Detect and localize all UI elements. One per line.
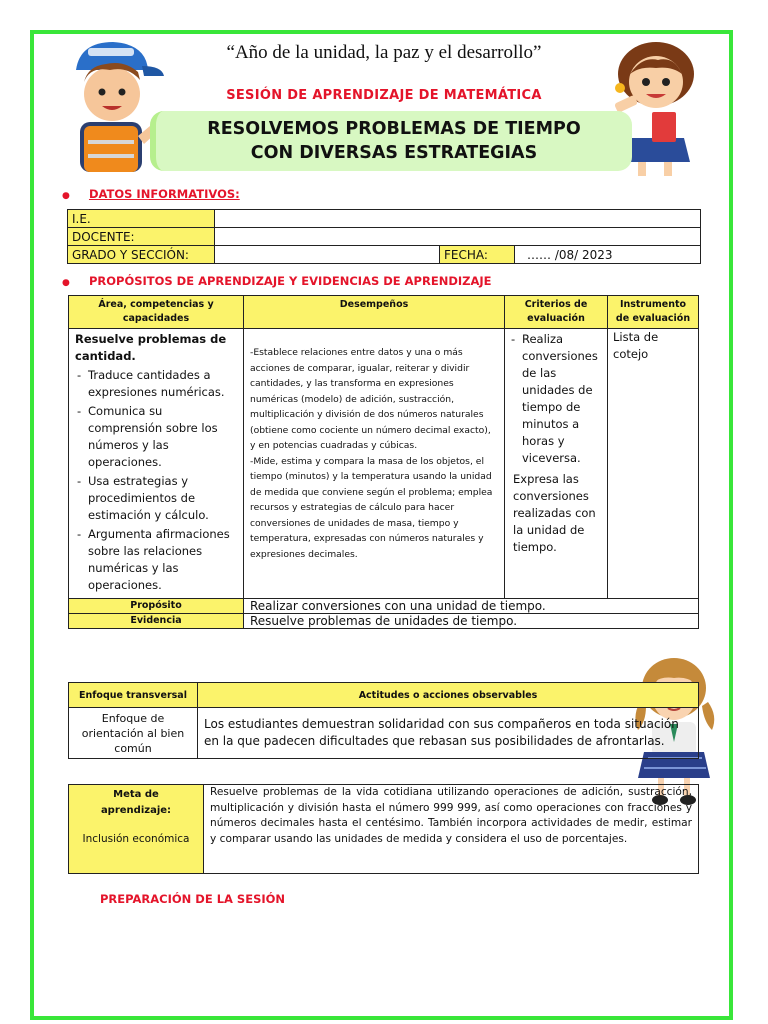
criterio-1: - Realiza conversiones de las unidades de tiempo de minutos a horas y viceversa.	[509, 331, 603, 467]
desempenos-cell	[244, 329, 505, 599]
session-title: RESOLVEMOS PROBLEMAS DE TIEMPO CON DIVERSAS ESTRATEGIAS	[207, 119, 581, 163]
ie-value	[215, 210, 701, 228]
criterio-2: Expresa las conversiones realizadas con la unidad de tiempo.	[513, 472, 596, 554]
col-actitudes: Actitudes o acciones observables	[198, 683, 699, 708]
meta-label: Meta de aprendizaje:	[100, 789, 172, 816]
criterios-list	[509, 331, 603, 467]
grado-label: GRADO Y SECCIÓN:	[68, 246, 215, 264]
capacidades-list	[75, 367, 237, 594]
preparacion-heading: PREPARACIÓN DE LA SESIÓN	[100, 892, 286, 906]
instrumento-cell: Lista de cotejo	[608, 329, 699, 599]
capacidad-item: - Argumenta afirmaciones sobre las relaciones numéricas y las operaciones.	[75, 526, 237, 594]
criterios-cell	[505, 329, 608, 599]
desempeno-1: -Establece relaciones entre datos y una o más acciones de comparar, igualar, reiterar y dividir cantidades, y las transforma en expresiones numéricas (modelo) de adición, sustracción, multiplicación y división de dos números naturales (obtiene como cociente un número decimal exacto), y en potencias cuadradas y cúbicas.	[250, 347, 491, 451]
enfoque-content-row	[69, 708, 699, 759]
proposito-label: Propósito	[69, 599, 244, 614]
col-enfoque: Enfoque transversal	[69, 683, 198, 708]
title-banner	[150, 111, 632, 171]
enfoque-header-row	[69, 683, 699, 708]
evidencia-row	[69, 614, 699, 629]
proposito-row	[69, 599, 699, 614]
propositos-content-row	[69, 329, 699, 599]
docente-value	[215, 228, 701, 246]
desempeno-2: -Mide, estima y compara la masa de los objetos, el tiempo (minutos) y la temperatura usando la unidad de medida que conviene según el problema; emplea recursos y estrategias de cálculo para hacer conversiones de unidades de masa, tiempo y temperatura, expresadas con números naturales y expresiones decimales.	[250, 455, 493, 560]
datos-heading: DATOS INFORMATIVOS:	[88, 187, 240, 201]
propositos-heading: PROPÓSITOS DE APRENDIZAJE Y EVIDENCIAS DE APRENDIZAJE	[88, 274, 492, 288]
meta-sub: Inclusión económica	[82, 833, 190, 845]
datos-table	[67, 209, 701, 264]
evidencia-value: Resuelve problemas de unidades de tiempo.	[244, 614, 699, 629]
bullet-icon: ●	[62, 278, 70, 288]
capacidad-item: - Comunica su comprensión sobre los números y las operaciones.	[75, 403, 237, 471]
col-desempenos: Desempeños	[244, 296, 505, 329]
evidencia-label: Evidencia	[69, 614, 244, 629]
bullet-icon: ●	[62, 191, 70, 201]
col-criterios: Criterios de evaluación	[505, 296, 608, 329]
meta-table	[68, 784, 699, 874]
enfoque-table	[68, 682, 699, 759]
propositos-heading-row	[62, 270, 492, 289]
competencia: Resuelve problemas de cantidad.	[75, 332, 227, 363]
col-instrumento: Instrumento de evaluación	[608, 296, 699, 329]
propositos-header-row	[69, 296, 699, 329]
year-motto: “Año de la unidad, la paz y el desarrollo”	[226, 42, 542, 63]
ie-row	[68, 210, 701, 228]
meta-row	[69, 785, 699, 874]
fecha-label: FECHA:	[440, 246, 515, 264]
col-area: Área, competencias y capacidades	[69, 296, 244, 329]
area-cell	[69, 329, 244, 599]
docente-row	[68, 228, 701, 246]
session-subject: SESIÓN DE APRENDIZAJE DE MATEMÁTICA	[226, 88, 542, 103]
propositos-table	[68, 295, 699, 629]
ie-label: I.E.	[68, 210, 215, 228]
docente-label: DOCENTE:	[68, 228, 215, 246]
meta-text: Resuelve problemas de la vida cotidiana utilizando operaciones de adición, sustracción, multiplicación y división hasta el número 999 999, así como operaciones con fracciones y números decimales hasta el centésimo. También incorpora actividades de medir, estimar y comparar usando las unidades de medida y considera el uso de porcentajes.	[204, 785, 699, 874]
datos-heading-row	[62, 183, 240, 202]
enfoque-name: Enfoque de orientación al bien común	[69, 708, 198, 759]
capacidad-item: - Usa estrategias y procedimientos de estimación y cálculo.	[75, 473, 237, 524]
grado-value	[215, 246, 440, 264]
meta-label-cell	[69, 785, 204, 874]
fecha-value: …… /08/ 2023	[515, 246, 701, 264]
proposito-value: Realizar conversiones con una unidad de tiempo.	[244, 599, 699, 614]
actitudes-text: Los estudiantes demuestran solidaridad con sus compañeros en toda situación en la que padecen dificultades que rebasan sus posibilidades de afrontarlas.	[198, 708, 699, 759]
capacidad-item: - Traduce cantidades a expresiones numéricas.	[75, 367, 237, 401]
grado-row	[68, 246, 701, 264]
